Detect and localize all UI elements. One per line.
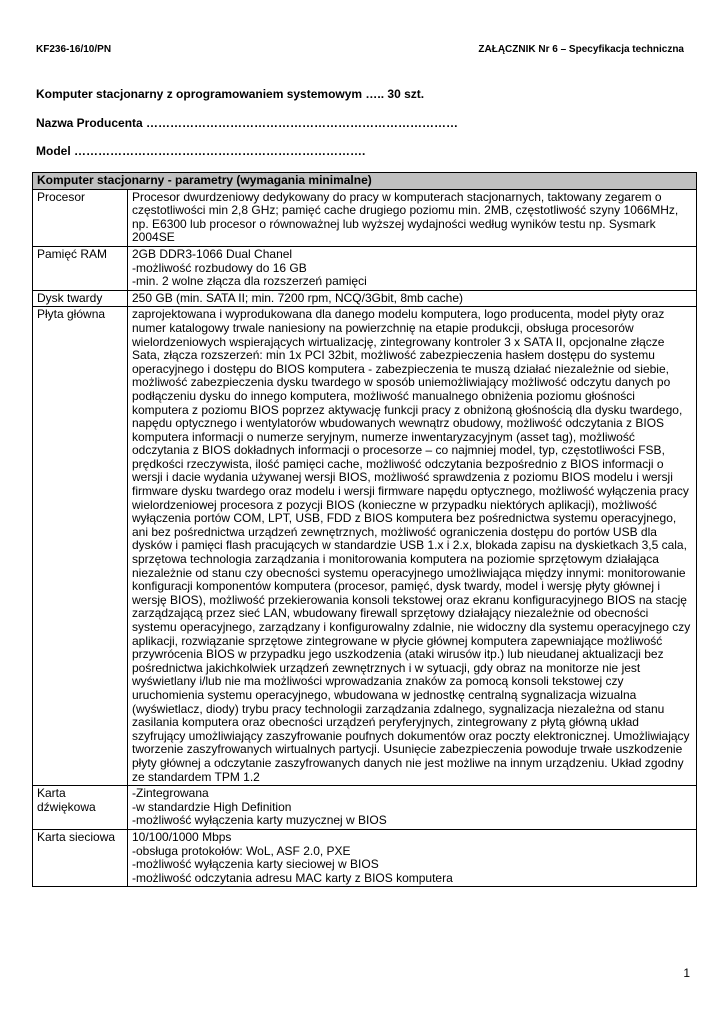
document-reference: KF236-16/10/PN [36, 44, 112, 55]
row-label: Płyta główna [33, 307, 128, 786]
model-field: Model ………………………………………………………………. [36, 144, 366, 158]
page-number: 1 [683, 966, 690, 980]
row-value: Procesor dwurdzeniowy dedykowany do pracy w komputerach stacjonarnych, taktowany zegarem o częstotliwości min 2,8 GHz; pamięć cache drugiego poziomu min. 2MB, częstotliwość szyny 1066MHz, np. E6300 lub procesor o równoważnej lub wyższej wydajności według wyników testu np. Sysmark 2004SE [128, 189, 697, 246]
table-row-hard-drive [33, 290, 697, 307]
row-value: 10/100/1000 Mbps -obsługa protokołów: WoL, ASF 2.0, PXE -możliwość wyłączenia karty sieciowej w BIOS -możliwość odczytania adresu MAC karty z BIOS komputera [128, 829, 697, 886]
row-value: 2GB DDR3-1066 Dual Chanel -możliwość rozbudowy do 16 GB -min. 2 wolne złącza dla rozszerzeń pamięci [128, 246, 697, 290]
table-row-ram [33, 246, 697, 290]
table-heading-row [33, 173, 697, 190]
row-label: Karta sieciowa [33, 829, 128, 886]
annex-title: ZAŁĄCZNIK Nr 6 – Specyfikacja techniczna [478, 44, 684, 55]
row-label: Dysk twardy [33, 290, 128, 307]
specification-table [32, 172, 697, 887]
row-label: Karta dźwiękowa [33, 786, 128, 830]
table-row-sound-card [33, 786, 697, 830]
producer-name-field: Nazwa Producenta …………………………………………………………………… [36, 116, 459, 130]
row-value: -Zintegrowana -w standardzie High Definition -możliwość wyłączenia karty muzycznej w BIOS [128, 786, 697, 830]
table-row-processor [33, 189, 697, 246]
row-label: Procesor [33, 189, 128, 246]
row-value: zaprojektowana i wyprodukowana dla danego modelu komputera, logo producenta, model płyty oraz numer katalogowy trwale naniesiony na powierzchnię na etapie produkcji, obsługa procesorów wielordzeniowych wspierających wirtualizację, zintegrowany kontroler 3 x SATA II, opcjonalne złącze Sata, złącza rozszerzeń: min 1x PCI 32bit, możliwość zabezpieczenia hasłem dostępu do systemu operacyjnego i dostępu do BIOS komputera - zabezpieczenia te muszą działać niezależnie od siebie, możliwość zabezpieczenia dysku twardego w sposób uniemożliwiający możliwość odczytu danych po podłączeniu dysku do innego komputera, możliwość manualnego obniżenia poziomu głośności komputera z poziomu BIOS poprzez aktywację funkcji pracy z obniżoną głośnością dla dysku twardego, napędu optycznego i wentylatorów wbudowanych wewnątrz obudowy, możliwość odczytania z BIOS komputera informacji o numerze seryjnym, numerze inwentaryzacyjnym (asset tag), możliwość odczytania z BIOS dokładnych informacji o procesorze – co najmniej model, typ, częstotliwości FSB, prędkości rzeczywista, ilość pamięci cache, możliwość odczytania bezpośrednio z BIOS informacji o wersji i dacie wydania używanej wersji BIOS, możliwość sprawdzenia z poziomu BIOS modelu i wersji firmware dysku twardego oraz modelu i wersji firmware napędu optycznego, możliwość wyłączenia pracy wielordzeniowej procesora z pozycji BIOS (konieczne w przypadku niektórych aplikacji), możliwość wyłączenia portów COM, LPT, USB, FDD z BIOS komputera bez pośrednictwa systemu operacyjnego, ani bez pośrednictwa urządzeń zewnętrznych, możliwość ograniczenia dostępu do portów USB dla dysków i pamięci flash pracujących w standardzie USB 1.x i 2.x, blokada zapisu na dyskietkach 3,5 cala, sprzętowa technologia zarządzania i monitorowania komputera na poziomie sprzętowym działająca niezależnie od stanu czy obecności systemu operacyjnego umożliwiająca między innymi: monitorowanie konfiguracji komponentów komputera (procesor, pamięć, dysk twardy, model i wersję płyty głównej i wersję BIOS), możliwość przekierowania konsoli tekstowej oraz ekranu konfiguracyjnego BIOS na stację zarządzającą przez sieć LAN, wbudowany firewall sprzętowy działający niezależnie od obecności systemu operacyjnego, zarządzany i konfigurowalny zdalnie, nie widoczny dla systemu operacyjnego czy aplikacji, rozwiązanie sprzętowe zintegrowane w płycie głównej komputera zapewniające możliwość przywrócenia BIOS w przypadku jego uszkodzenia (ataki wirusów itp.) lub nieudanej aktualizacji bez pośrednictwa jakichkolwiek urządzeń zewnętrznych i w sytuacji, gdy obraz na monitorze nie jest wyświetlany i/lub nie ma możliwości wprowadzania znaków za pomocą konsoli tekstowej czy uruchomienia systemu operacyjnego, wbudowana w jednostkę centralną sygnalizacja wizualna (wyświetlacz, diody) trybu pracy technologii zarządzania zdalnego, sygnalizacja niezależna od stanu zasilania komputera oraz obecności urządzeń peryferyjnych, zintegrowany z płytą główną układ szyfrujący umożliwiający zaszyfrowanie poufnych dokumentów oraz poczty elektronicznej. Umożliwiający tworzenie zaszyfrowanych wirtualnych partycji. Usunięcie zabezpieczenia powoduje trwałe uszkodzenie płyty głównej a odczytanie zaszyfrowanych danych nie jest możliwe na innym urządzeniu. Układ zgodny ze standardem TPM 1.2 [128, 307, 697, 786]
row-label: Pamięć RAM [33, 246, 128, 290]
table-heading: Komputer stacjonarny - parametry (wymagania minimalne) [33, 173, 697, 190]
table-row-motherboard [33, 307, 697, 786]
table-row-network-card [33, 829, 697, 886]
row-value: 250 GB (min. SATA II; min. 7200 rpm, NCQ/3Gbit, 8mb cache) [128, 290, 697, 307]
document-title: Komputer stacjonarny z oprogramowaniem systemowym ….. 30 szt. [36, 87, 425, 101]
